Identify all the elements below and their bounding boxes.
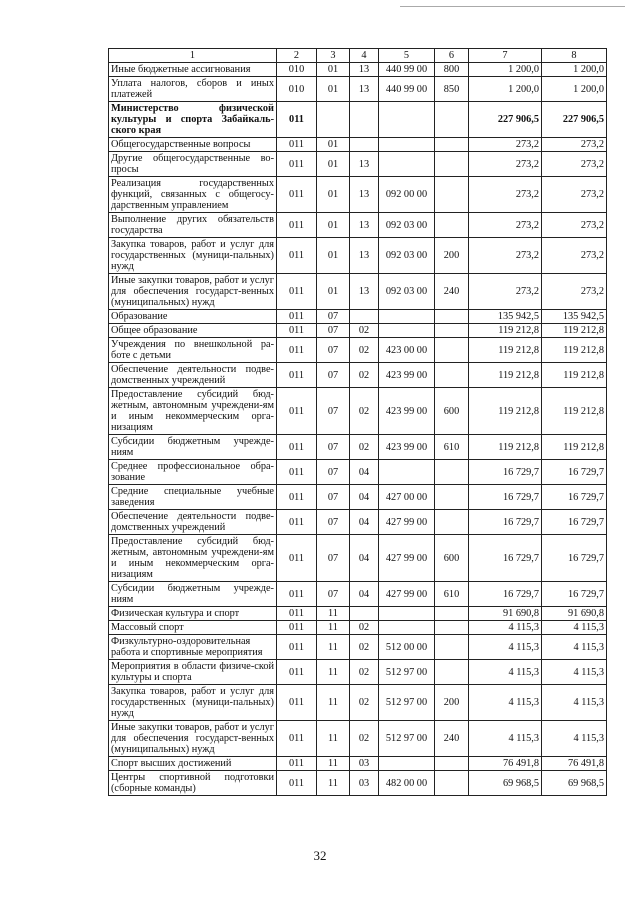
code-cell: 011 <box>277 102 317 138</box>
subsection-cell <box>350 138 379 152</box>
target-article-cell: 427 99 00 <box>379 535 435 582</box>
code-cell: 011 <box>277 213 317 238</box>
row-name-cell: Учреждения по внешкольной ра-боте с детьми <box>109 338 277 363</box>
amount-cell: 16 729,7 <box>542 510 607 535</box>
row-name-cell: Субсидии бюджетным учрежде-ниям <box>109 582 277 607</box>
row-name-cell: Центры спортивной подготовки (сборные команды) <box>109 771 277 796</box>
table-row <box>109 63 607 77</box>
table-row <box>109 757 607 771</box>
expense-type-cell <box>435 460 469 485</box>
section-cell: 07 <box>317 582 350 607</box>
target-article-cell: 427 00 00 <box>379 485 435 510</box>
code-cell: 011 <box>277 388 317 435</box>
section-cell: 07 <box>317 435 350 460</box>
subsection-cell <box>350 310 379 324</box>
amount-cell: 273,2 <box>469 274 542 310</box>
table-row <box>109 510 607 535</box>
amount-cell: 4 115,3 <box>469 721 542 757</box>
amount-cell: 273,2 <box>469 177 542 213</box>
code-cell: 010 <box>277 63 317 77</box>
amount-cell: 273,2 <box>542 177 607 213</box>
table-row <box>109 435 607 460</box>
expense-type-cell <box>435 510 469 535</box>
amount-cell: 16 729,7 <box>542 460 607 485</box>
row-name-cell: Закупка товаров, работ и услуг для государственных (муници-пальных) нужд <box>109 238 277 274</box>
amount-cell: 1 200,0 <box>542 63 607 77</box>
subsection-cell: 02 <box>350 435 379 460</box>
code-cell: 011 <box>277 660 317 685</box>
amount-cell: 273,2 <box>469 238 542 274</box>
row-name-cell: Средние специальные учебные заведения <box>109 485 277 510</box>
target-article-cell: 440 99 00 <box>379 77 435 102</box>
target-article-cell: 092 03 00 <box>379 213 435 238</box>
section-cell: 01 <box>317 63 350 77</box>
row-name-cell: Образование <box>109 310 277 324</box>
code-cell: 011 <box>277 635 317 660</box>
table-row <box>109 621 607 635</box>
code-cell: 011 <box>277 363 317 388</box>
amount-cell: 135 942,5 <box>542 310 607 324</box>
row-name-cell: Предоставление субсидий бюд-жетным, автономным учреждени-ям и иным некоммерческим орга-низациям <box>109 535 277 582</box>
header-cell: 2 <box>277 49 317 63</box>
row-name-cell: Иные бюджетные ассигнования <box>109 63 277 77</box>
row-name-cell: Общегосударственные вопросы <box>109 138 277 152</box>
target-article-cell: 512 97 00 <box>379 685 435 721</box>
code-cell: 011 <box>277 621 317 635</box>
amount-cell: 4 115,3 <box>469 635 542 660</box>
target-article-cell: 423 99 00 <box>379 388 435 435</box>
table-row <box>109 388 607 435</box>
subsection-cell: 03 <box>350 757 379 771</box>
amount-cell: 76 491,8 <box>469 757 542 771</box>
target-article-cell <box>379 138 435 152</box>
subsection-cell: 04 <box>350 510 379 535</box>
amount-cell: 119 212,8 <box>469 435 542 460</box>
section-cell: 07 <box>317 510 350 535</box>
target-article-cell: 423 99 00 <box>379 363 435 388</box>
top-rule <box>400 6 625 7</box>
expense-type-cell <box>435 771 469 796</box>
subsection-cell: 04 <box>350 485 379 510</box>
code-cell: 011 <box>277 771 317 796</box>
target-article-cell: 423 00 00 <box>379 338 435 363</box>
section-cell: 07 <box>317 485 350 510</box>
amount-cell: 273,2 <box>542 152 607 177</box>
header-cell: 1 <box>109 49 277 63</box>
amount-cell: 91 690,8 <box>469 607 542 621</box>
target-article-cell <box>379 460 435 485</box>
section-cell: 11 <box>317 635 350 660</box>
row-name-cell: Среднее профессиональное обра-зование <box>109 460 277 485</box>
section-cell: 01 <box>317 152 350 177</box>
expense-type-cell <box>435 607 469 621</box>
row-name-cell: Обеспечение деятельности подве-домственных учреждений <box>109 363 277 388</box>
expense-type-cell: 200 <box>435 238 469 274</box>
target-article-cell <box>379 757 435 771</box>
subsection-cell: 02 <box>350 685 379 721</box>
table-row <box>109 582 607 607</box>
section-cell: 01 <box>317 238 350 274</box>
amount-cell: 273,2 <box>469 138 542 152</box>
table-row <box>109 213 607 238</box>
amount-cell: 273,2 <box>542 213 607 238</box>
subsection-cell: 13 <box>350 274 379 310</box>
target-article-cell <box>379 152 435 177</box>
section-cell: 07 <box>317 310 350 324</box>
target-article-cell: 440 99 00 <box>379 63 435 77</box>
amount-cell: 119 212,8 <box>469 363 542 388</box>
amount-cell: 273,2 <box>469 213 542 238</box>
section-cell: 07 <box>317 324 350 338</box>
target-article-cell: 092 03 00 <box>379 238 435 274</box>
code-cell: 011 <box>277 535 317 582</box>
amount-cell: 69 968,5 <box>469 771 542 796</box>
target-article-cell: 512 97 00 <box>379 721 435 757</box>
amount-cell: 4 115,3 <box>469 660 542 685</box>
table-header-row <box>109 49 607 63</box>
expense-type-cell: 800 <box>435 63 469 77</box>
amount-cell: 119 212,8 <box>469 338 542 363</box>
subsection-cell: 13 <box>350 213 379 238</box>
amount-cell: 273,2 <box>542 274 607 310</box>
page-number: 32 <box>313 848 327 863</box>
table-row <box>109 485 607 510</box>
row-name-cell: Иные закупки товаров, работ и услуг для обеспечения государст-венных (муниципальных) нужд <box>109 721 277 757</box>
section-cell: 11 <box>317 621 350 635</box>
expense-type-cell: 610 <box>435 582 469 607</box>
amount-cell: 16 729,7 <box>469 485 542 510</box>
row-name-cell: Иные закупки товаров, работ и услуг для обеспечения государст-венных (муниципальных) нужд <box>109 274 277 310</box>
table-row <box>109 685 607 721</box>
code-cell: 011 <box>277 685 317 721</box>
code-cell: 011 <box>277 721 317 757</box>
expense-type-cell: 240 <box>435 721 469 757</box>
subsection-cell: 13 <box>350 152 379 177</box>
amount-cell: 16 729,7 <box>469 510 542 535</box>
amount-cell: 4 115,3 <box>542 721 607 757</box>
code-cell: 011 <box>277 238 317 274</box>
subsection-cell: 02 <box>350 660 379 685</box>
table-row <box>109 660 607 685</box>
section-cell: 01 <box>317 274 350 310</box>
expense-type-cell <box>435 213 469 238</box>
expense-type-cell <box>435 757 469 771</box>
amount-cell: 4 115,3 <box>542 685 607 721</box>
amount-cell: 119 212,8 <box>542 435 607 460</box>
code-cell: 011 <box>277 274 317 310</box>
row-name-cell: Министерство физической культуры и спорта Забайкаль-ского края <box>109 102 277 138</box>
row-name-cell: Уплата налогов, сборов и иных платежей <box>109 77 277 102</box>
section-cell: 01 <box>317 213 350 238</box>
amount-cell: 227 906,5 <box>469 102 542 138</box>
amount-cell: 273,2 <box>542 238 607 274</box>
code-cell: 011 <box>277 152 317 177</box>
subsection-cell: 03 <box>350 771 379 796</box>
expense-type-cell <box>435 635 469 660</box>
expense-type-cell <box>435 152 469 177</box>
code-cell: 011 <box>277 757 317 771</box>
amount-cell: 273,2 <box>469 152 542 177</box>
expense-type-cell: 610 <box>435 435 469 460</box>
amount-cell: 119 212,8 <box>542 324 607 338</box>
section-cell: 01 <box>317 138 350 152</box>
target-article-cell <box>379 607 435 621</box>
table-row <box>109 102 607 138</box>
amount-cell: 119 212,8 <box>542 338 607 363</box>
table-row <box>109 138 607 152</box>
expense-type-cell: 600 <box>435 388 469 435</box>
section-cell: 01 <box>317 77 350 102</box>
section-cell: 11 <box>317 607 350 621</box>
subsection-cell: 02 <box>350 363 379 388</box>
subsection-cell: 02 <box>350 388 379 435</box>
amount-cell: 119 212,8 <box>542 363 607 388</box>
subsection-cell: 02 <box>350 621 379 635</box>
amount-cell: 227 906,5 <box>542 102 607 138</box>
target-article-cell <box>379 310 435 324</box>
amount-cell: 16 729,7 <box>542 485 607 510</box>
amount-cell: 119 212,8 <box>542 388 607 435</box>
target-article-cell: 092 03 00 <box>379 274 435 310</box>
row-name-cell: Другие общегосударственные во-просы <box>109 152 277 177</box>
subsection-cell: 02 <box>350 338 379 363</box>
row-name-cell: Физическая культура и спорт <box>109 607 277 621</box>
header-cell: 7 <box>469 49 542 63</box>
amount-cell: 4 115,3 <box>542 660 607 685</box>
section-cell: 07 <box>317 338 350 363</box>
expense-type-cell <box>435 177 469 213</box>
target-article-cell: 482 00 00 <box>379 771 435 796</box>
target-article-cell: 512 00 00 <box>379 635 435 660</box>
header-cell: 5 <box>379 49 435 63</box>
code-cell: 011 <box>277 338 317 363</box>
code-cell: 011 <box>277 177 317 213</box>
expense-type-cell <box>435 363 469 388</box>
subsection-cell: 02 <box>350 324 379 338</box>
subsection-cell: 13 <box>350 77 379 102</box>
amount-cell: 16 729,7 <box>469 535 542 582</box>
row-name-cell: Спорт высших достижений <box>109 757 277 771</box>
table-row <box>109 635 607 660</box>
row-name-cell: Массовый спорт <box>109 621 277 635</box>
table-row <box>109 771 607 796</box>
row-name-cell: Реализация государственных функций, связанных с общегосу-дарственным управлением <box>109 177 277 213</box>
section-cell: 11 <box>317 721 350 757</box>
table-row <box>109 607 607 621</box>
subsection-cell: 13 <box>350 177 379 213</box>
table-row <box>109 238 607 274</box>
amount-cell: 1 200,0 <box>469 77 542 102</box>
amount-cell: 119 212,8 <box>469 388 542 435</box>
amount-cell: 91 690,8 <box>542 607 607 621</box>
row-name-cell: Физкультурно-оздоровительная работа и спортивные мероприятия <box>109 635 277 660</box>
subsection-cell: 13 <box>350 238 379 274</box>
code-cell: 011 <box>277 138 317 152</box>
table-row <box>109 535 607 582</box>
expense-type-cell: 240 <box>435 274 469 310</box>
subsection-cell <box>350 102 379 138</box>
target-article-cell: 427 99 00 <box>379 582 435 607</box>
row-name-cell: Общее образование <box>109 324 277 338</box>
row-name-cell: Выполнение других обязательств государства <box>109 213 277 238</box>
table-row <box>109 310 607 324</box>
subsection-cell: 02 <box>350 635 379 660</box>
amount-cell: 1 200,0 <box>469 63 542 77</box>
target-article-cell <box>379 621 435 635</box>
amount-cell: 16 729,7 <box>469 460 542 485</box>
amount-cell: 16 729,7 <box>542 535 607 582</box>
section-cell: 11 <box>317 660 350 685</box>
code-cell: 011 <box>277 607 317 621</box>
target-article-cell: 512 97 00 <box>379 660 435 685</box>
budget-table <box>108 48 607 796</box>
expense-type-cell: 850 <box>435 77 469 102</box>
amount-cell: 1 200,0 <box>542 77 607 102</box>
header-cell: 4 <box>350 49 379 63</box>
header-cell: 3 <box>317 49 350 63</box>
expense-type-cell: 600 <box>435 535 469 582</box>
expense-type-cell: 200 <box>435 685 469 721</box>
amount-cell: 4 115,3 <box>469 621 542 635</box>
target-article-cell: 427 99 00 <box>379 510 435 535</box>
amount-cell: 4 115,3 <box>542 635 607 660</box>
code-cell: 011 <box>277 510 317 535</box>
expense-type-cell <box>435 310 469 324</box>
section-cell: 07 <box>317 363 350 388</box>
target-article-cell: 092 00 00 <box>379 177 435 213</box>
amount-cell: 69 968,5 <box>542 771 607 796</box>
table-row <box>109 721 607 757</box>
table-row <box>109 460 607 485</box>
row-name-cell: Субсидии бюджетным учрежде-ниям <box>109 435 277 460</box>
section-cell: 07 <box>317 460 350 485</box>
code-cell: 011 <box>277 435 317 460</box>
table-row <box>109 363 607 388</box>
amount-cell: 119 212,8 <box>469 324 542 338</box>
expense-type-cell <box>435 324 469 338</box>
amount-cell: 4 115,3 <box>542 621 607 635</box>
header-cell: 6 <box>435 49 469 63</box>
table-row <box>109 338 607 363</box>
row-name-cell: Закупка товаров, работ и услуг для государственных (муници-пальных) нужд <box>109 685 277 721</box>
code-cell: 011 <box>277 324 317 338</box>
subsection-cell <box>350 607 379 621</box>
table-row <box>109 77 607 102</box>
expense-type-cell <box>435 485 469 510</box>
amount-cell: 273,2 <box>542 138 607 152</box>
amount-cell: 135 942,5 <box>469 310 542 324</box>
code-cell: 011 <box>277 310 317 324</box>
expense-type-cell <box>435 102 469 138</box>
amount-cell: 16 729,7 <box>469 582 542 607</box>
header-cell: 8 <box>542 49 607 63</box>
code-cell: 011 <box>277 582 317 607</box>
expense-type-cell <box>435 138 469 152</box>
code-cell: 011 <box>277 460 317 485</box>
section-cell: 11 <box>317 757 350 771</box>
section-cell: 11 <box>317 771 350 796</box>
table-row <box>109 324 607 338</box>
subsection-cell: 04 <box>350 582 379 607</box>
target-article-cell: 423 99 00 <box>379 435 435 460</box>
section-cell: 07 <box>317 388 350 435</box>
target-article-cell <box>379 324 435 338</box>
expense-type-cell <box>435 338 469 363</box>
code-cell: 010 <box>277 77 317 102</box>
section-cell <box>317 102 350 138</box>
section-cell: 01 <box>317 177 350 213</box>
subsection-cell: 04 <box>350 535 379 582</box>
amount-cell: 4 115,3 <box>469 685 542 721</box>
subsection-cell: 02 <box>350 721 379 757</box>
row-name-cell: Обеспечение деятельности подве-домственных учреждений <box>109 510 277 535</box>
code-cell: 011 <box>277 485 317 510</box>
table-row <box>109 177 607 213</box>
section-cell: 07 <box>317 535 350 582</box>
table-row <box>109 152 607 177</box>
expense-type-cell <box>435 660 469 685</box>
section-cell: 11 <box>317 685 350 721</box>
target-article-cell <box>379 102 435 138</box>
amount-cell: 76 491,8 <box>542 757 607 771</box>
subsection-cell: 04 <box>350 460 379 485</box>
row-name-cell: Предоставление субсидий бюд-жетным, автономным учреждени-ям и иным некоммерческим орга-низациям <box>109 388 277 435</box>
amount-cell: 16 729,7 <box>542 582 607 607</box>
expense-type-cell <box>435 621 469 635</box>
table-row <box>109 274 607 310</box>
subsection-cell: 13 <box>350 63 379 77</box>
row-name-cell: Мероприятия в области физиче-ской культуры и спорта <box>109 660 277 685</box>
